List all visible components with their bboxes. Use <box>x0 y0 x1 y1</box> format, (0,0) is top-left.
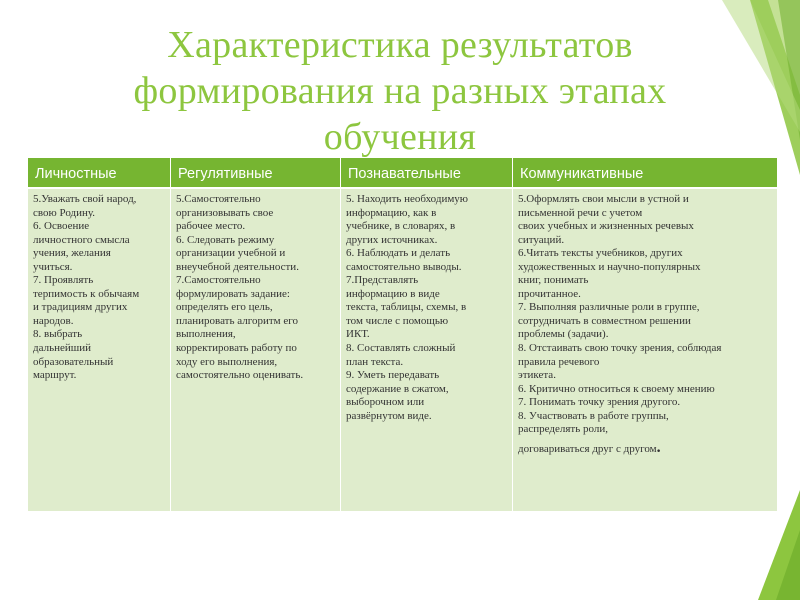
cell-line: правила речевого <box>518 355 600 368</box>
final-line-period: . <box>656 438 661 456</box>
slide-title-line-1: Характеристика результатов <box>167 24 633 66</box>
cell-line: развёрнутом виде. <box>346 409 432 422</box>
cell-line: художественных и научно-популярных <box>518 260 701 273</box>
cell-cognitive <box>341 189 513 511</box>
cell-line: внеучебной деятельности. <box>176 260 299 273</box>
cell-line: самостоятельно выводы. <box>346 260 462 273</box>
cell-line: планировать алгоритм его <box>176 314 298 327</box>
cell-line: корректировать работу по <box>176 342 297 355</box>
cell-line: формулировать задание: <box>176 287 290 300</box>
cell-line: содержание в сжатом, <box>346 382 449 395</box>
cell-line: 5.Уважать свой народ, <box>33 193 137 205</box>
cell-line: своих учебных и жизненных речевых <box>518 220 694 233</box>
cell-line: выполнения, <box>176 328 236 341</box>
cell-line: организовывать свое <box>176 206 274 219</box>
cell-line: 7. Проявлять <box>33 274 94 287</box>
cell-line: ИКТ. <box>346 328 370 341</box>
cell-line: учебнике, в словарях, в <box>346 220 456 233</box>
cell-line: учиться. <box>33 260 73 273</box>
cell-line: 8. выбрать <box>33 328 83 341</box>
cell-line: 5.Самостоятельно <box>176 193 261 205</box>
cell-line: проблемы (задачи). <box>518 328 609 341</box>
results-table <box>27 157 776 510</box>
cell-line: 6. Наблюдать и делать <box>346 247 451 260</box>
cell-line: дальнейший <box>33 342 91 355</box>
cell-line: информацию, как в <box>346 206 437 219</box>
cell-line: 6. Критично относиться к своему мнению <box>518 382 715 395</box>
cell-line: личностного смысла <box>33 233 130 246</box>
cell-line: 7. Выполняя различные роли в группе, <box>518 301 700 314</box>
cell-line: маршрут. <box>33 369 77 382</box>
cell-line: этикета. <box>518 369 556 382</box>
cell-line: сотрудничать в совместном решении <box>518 314 691 327</box>
cell-line: организации учебной и <box>176 247 286 260</box>
cell-line: ситуаций. <box>518 233 565 246</box>
cell-line: письменной речи с учетом <box>518 206 643 219</box>
cell-line: текста, таблицы, схемы, в <box>346 301 467 314</box>
cell-line: 8. Отстаивать свою точку зрения, соблюдая <box>518 342 722 355</box>
cell-line-final <box>518 438 773 457</box>
cell-line: 9. Уметь передавать <box>346 369 440 382</box>
cell-line: книг, понимать <box>518 274 589 287</box>
cell-line: 8. Составлять сложный <box>346 342 456 355</box>
cell-line: свою Родину. <box>33 206 96 219</box>
cell-line: и традициям других <box>33 301 128 314</box>
cell-line: 8. Участвовать в работе группы, <box>518 409 669 422</box>
cell-line: народов. <box>33 314 74 327</box>
header-personal: Личностные <box>28 158 171 189</box>
cell-line: 6.Читать тексты учебников, других <box>518 247 683 260</box>
cell-line: выборочном или <box>346 396 425 409</box>
cell-line: 6. Освоение <box>33 220 90 233</box>
cell-line: распределять роли, <box>518 423 608 436</box>
cell-personal <box>28 189 171 511</box>
slide-title <box>80 22 720 160</box>
cell-line: самостоятельно оценивать. <box>176 369 304 382</box>
cell-line: 7.Представлять <box>346 274 419 287</box>
cell-line: терпимость к обычаям <box>33 287 140 300</box>
final-line-text: договариваться друг с другом <box>518 442 657 455</box>
header-regulatory: Регулятивные <box>171 158 341 189</box>
cell-line: 7. Понимать точку зрения другого. <box>518 396 681 409</box>
cell-communicative <box>513 189 777 511</box>
cell-line: других источниках. <box>346 233 438 246</box>
cell-regulatory <box>171 189 341 511</box>
cell-line: рабочее место. <box>176 220 246 233</box>
cell-line: 7.Самостоятельно <box>176 274 261 287</box>
cell-line: ходу его выполнения, <box>176 355 278 368</box>
cell-line: учения, желания <box>33 247 111 260</box>
cell-line: план текста. <box>346 355 404 368</box>
slide-title-line-2: формирования на разных этапах <box>133 70 667 112</box>
header-cognitive: Познавательные <box>341 158 513 189</box>
cell-line: 5.Оформлять свои мысли в устной и <box>518 193 689 205</box>
cell-line: информацию в виде <box>346 287 440 300</box>
cell-line: прочитанное. <box>518 287 581 300</box>
cell-line: 5. Находить необходимую <box>346 193 469 205</box>
cell-line: 6. Следовать режиму <box>176 233 275 246</box>
cell-line: том числе с помощью <box>346 314 449 327</box>
slide-title-line-3: обучения <box>323 116 477 158</box>
header-communicative: Коммуникативные <box>513 158 777 189</box>
cell-line: определять его цель, <box>176 301 273 314</box>
cell-line: образовательный <box>33 355 114 368</box>
